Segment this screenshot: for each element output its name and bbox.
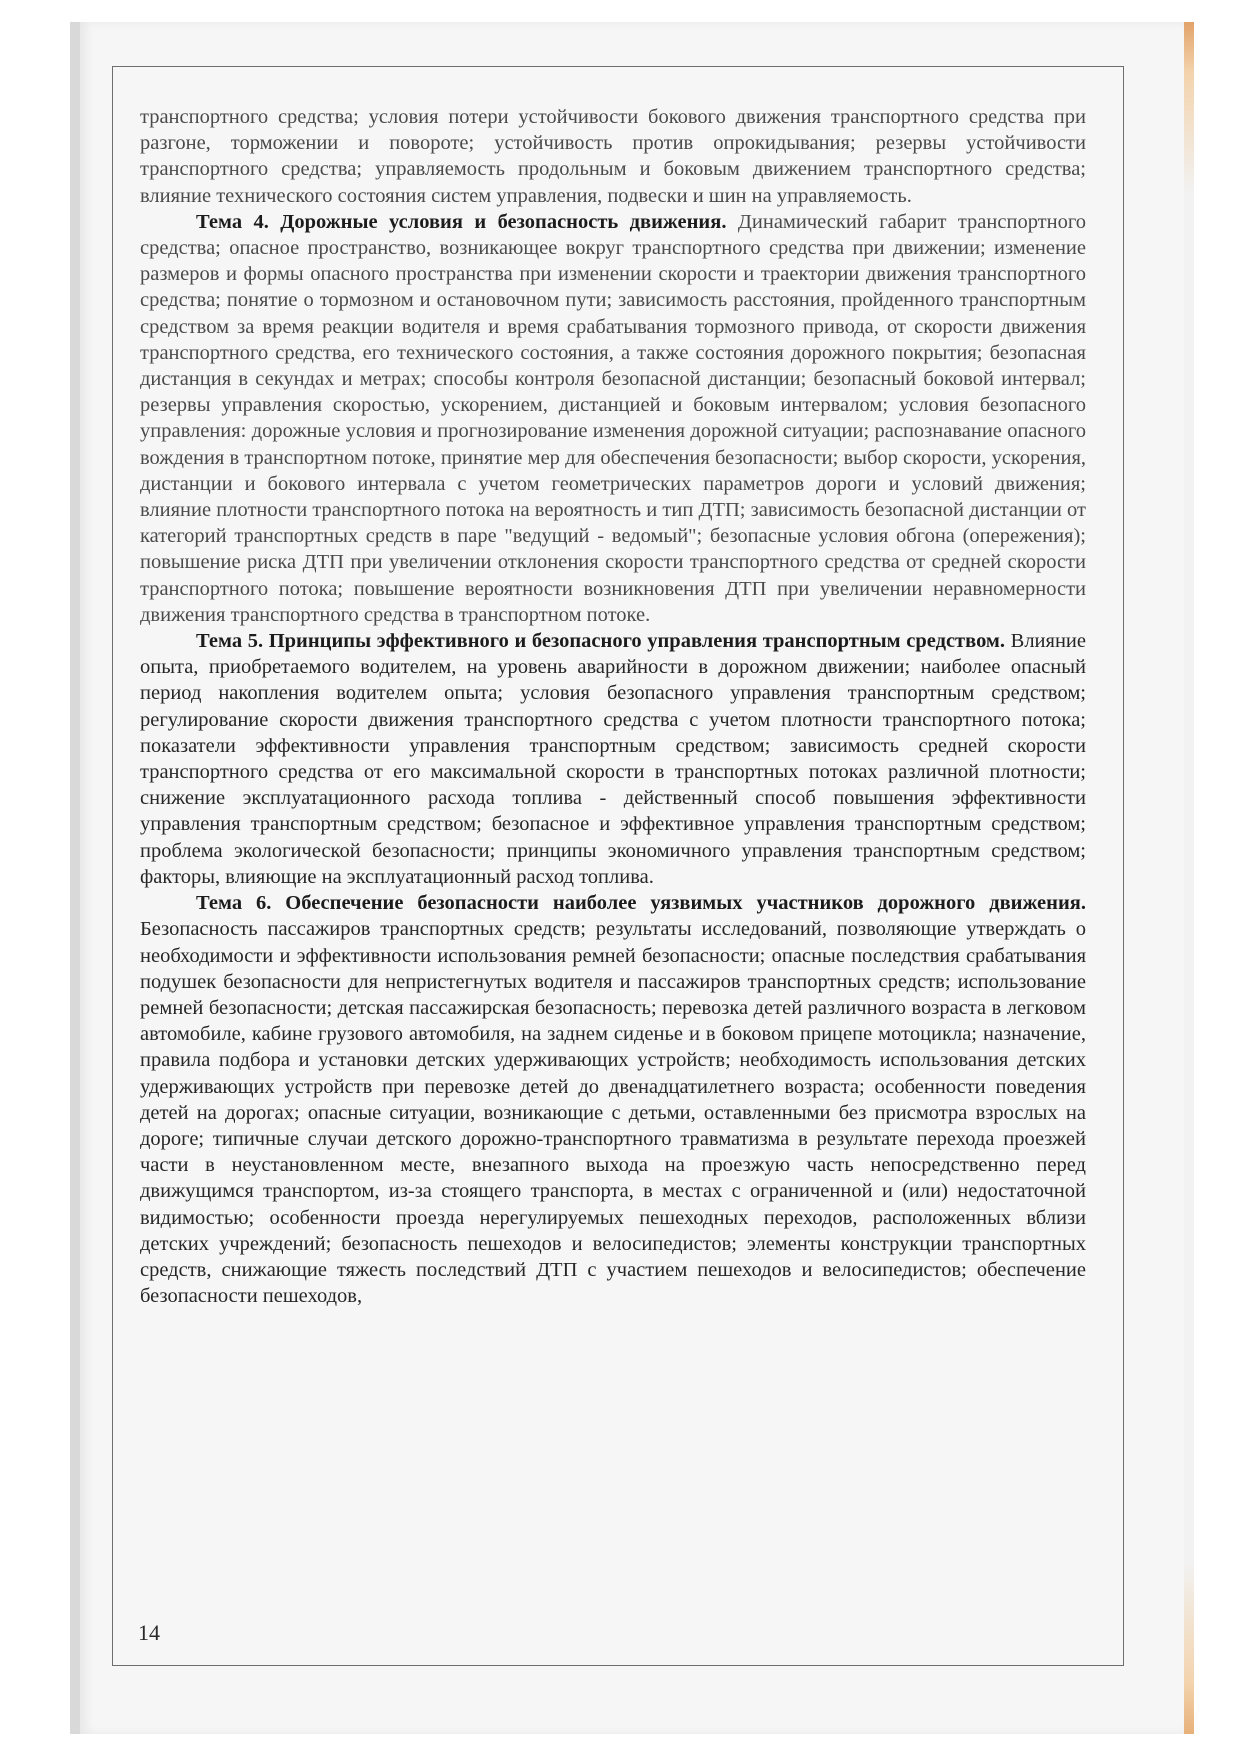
- page-edge-shadow: [1184, 22, 1194, 1734]
- paragraph-topic-4: [140, 209, 1086, 628]
- page-number: 14: [138, 1620, 160, 1645]
- paragraph-intro: [140, 104, 1086, 209]
- topic-4-text: Динамический габарит транспортного средства; опасное пространство, возникающее вокруг транспортного средства при движении; изменение размеров и формы опасного пространства при изменении скорости и траектории движения транспортного средства; понятие о тормозном и остановочном пути; зависимость расстояния, пройденного транспортным средством за время реакции водителя и время срабатывания тормозного привода, от скорости движения транспортного средства, его технического состояния, а также состояния дорожного покрытия; безопасная дистанция в секундах и метрах; способы контроля безопасной дистанции; безопасный боковой интервал; резервы управления скоростью, ускорением, дистанцией и боковым интервалом; условия безопасного управления: дорожные условия и прогнозирование изменения дорожной ситуации; распознавание опасного вождения в транспортном потоке, принятие мер для обеспечения безопасности; выбор скорости, ускорения, дистанции и бокового интервала с учетом геометрических параметров дороги и условий движения; влияние плотности транспортного потока на вероятность и тип ДТП; зависимость безопасной дистанции от категорий транспортных средств в паре "ведущий - ведомый"; безопасные условия обгона (опережения); повышение риска ДТП при увеличении отклонения скорости транспортного средства от средней скорости транспортного потока; повышение вероятности возникновения ДТП при увеличении неравномерности движения транспортного средства в транспортном потоке.: [140, 210, 1086, 626]
- page-body: [140, 104, 1086, 1309]
- paragraph-topic-6: [140, 890, 1086, 1309]
- paragraph-topic-5: [140, 628, 1086, 890]
- scanned-page: [70, 22, 1184, 1734]
- topic-4-heading: Тема 4. Дорожные условия и безопасность движения.: [196, 210, 738, 233]
- topic-5-heading: Тема 5. Принципы эффективного и безопасного управления транспортным средством.: [196, 630, 1011, 653]
- topic-5-text: Влияние опыта, приобретаемого водителем, на уровень аварийности в дорожном движении; наиболее опасный период накопления водителем опыта; условия безопасного управления транспортным средством; регулирование скорости движения транспортного средства с учетом плотности транспортного потока; показатели эффективности управления транспортным средством; зависимость средней скорости транспортного средства от его максимальной скорости в транспортных потоках различной плотности; снижение эксплуатационного расхода топлива - действенный способ повышения эффективности управления транспортным средством; безопасное и эффективное управления транспортным средством; проблема экологической безопасности; принципы экономичного управления транспортным средством; факторы, влияющие на эксплуатационный расход топлива.: [140, 630, 1086, 888]
- topic-6-heading: Тема 6. Обеспечение безопасности наиболее уязвимых участников дорожного движения.: [196, 892, 1086, 915]
- paragraph-intro-text: транспортного средства; условия потери устойчивости бокового движения транспортного средства при разгоне, торможении и повороте; устойчивость против опрокидывания; резервы устойчивости транспортного средства; управляемость продольным и боковым движением транспортного средства; влияние технического состояния систем управления, подвески и шин на управляемость.: [140, 106, 1086, 207]
- topic-6-text: Безопасность пассажиров транспортных средств; результаты исследований, позволяющие утверждать о необходимости и эффективности использования ремней безопасности; опасные последствия срабатывания подушек безопасности для непристегнутых водителя и пассажиров транспортных средств; использование ремней безопасности; детская пассажирская безопасность; перевозка детей различного возраста в легковом автомобиле, кабине грузового автомобиля, на заднем сиденье и в боковом прицепе мотоцикла; назначение, правила подбора и установки детских удерживающих устройств; необходимость использования детских удерживающих устройств при перевозке детей до двенадцатилетнего возраста; особенности поведения детей на дорогах; опасные ситуации, возникающие с детьми, оставленными без присмотра взрослых на дороге; типичные случаи детского дорожно-транспортного травматизма в результате перехода проезжей части в неустановленном месте, внезапного выхода на проезжую часть непосредственно перед движущимся транспортом, из-за стоящего транспорта, в местах с ограниченной и (или) недостаточной видимостью; особенности проезда нерегулируемых пешеходных переходов, расположенных вблизи детских учреждений; безопасность пешеходов и велосипедистов; элементы конструкции транспортных средств, снижающие тяжесть последствий ДТП с участием пешеходов и велосипедистов; обеспечение безопасности пешеходов,: [140, 918, 1086, 1308]
